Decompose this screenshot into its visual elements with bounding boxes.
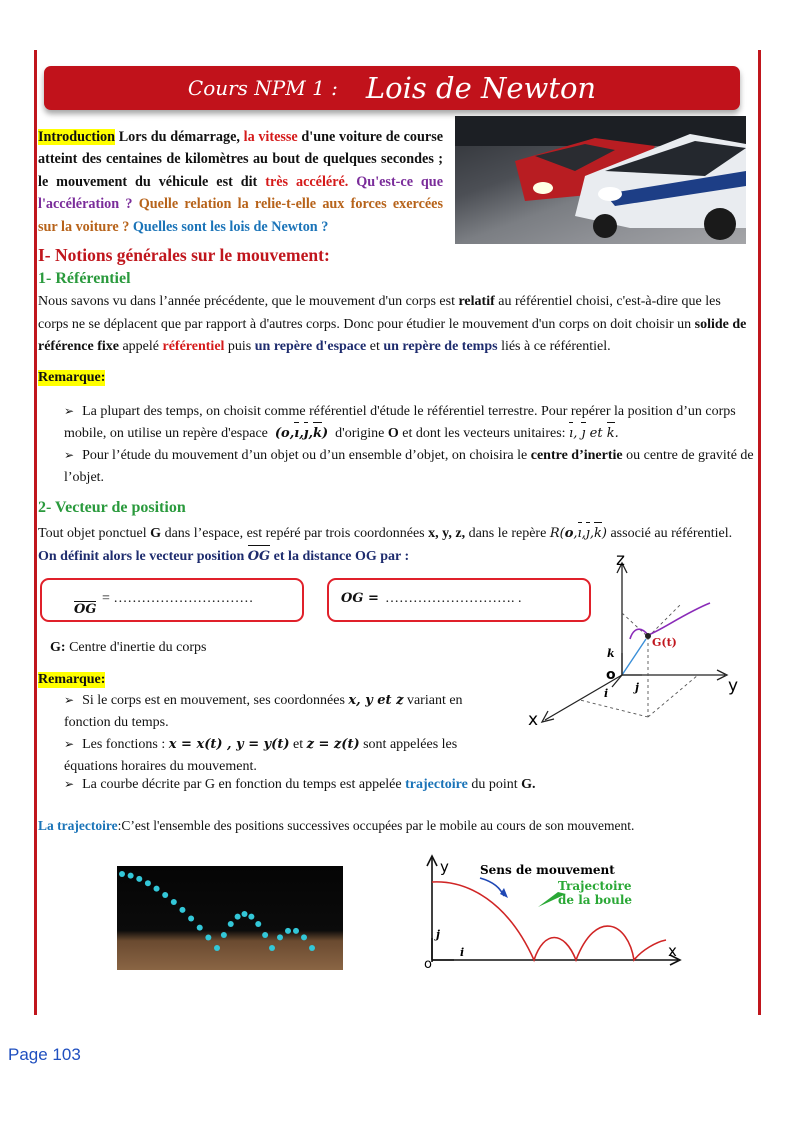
ball-snapshot (188, 915, 194, 921)
traj-i-label: i (460, 946, 465, 959)
section-heading-1: I- Notions générales sur le mouvement: (38, 245, 330, 265)
g-point-label: G(t) (652, 636, 677, 649)
ball-snapshot (171, 899, 177, 905)
ball-snapshot (179, 907, 185, 913)
ball-snapshot (228, 921, 234, 927)
ball-snapshot (248, 914, 254, 920)
traj-x-label: x (668, 942, 677, 960)
og-vector-answer-box[interactable]: OG = ………………………… (40, 578, 304, 622)
race-cars-photo (455, 116, 746, 244)
bouncing-ball-photo (117, 866, 343, 970)
coordinate-system-figure (520, 545, 750, 730)
ball-snapshot (197, 925, 203, 931)
ball-snapshot (145, 880, 151, 886)
axis-x-label: x (528, 710, 539, 730)
intro-label: Introduction (38, 129, 115, 145)
remarque-label-2: Remarque: (38, 672, 106, 687)
ball-snapshot (255, 921, 261, 927)
trajectoire-definition: La trajectoire:C’est l'ensemble des positions successives occupées par le mobile au cours de son mouvement. (38, 818, 635, 833)
intro-paragraph: Introduction Lors du démarrage, la vitesse d'une voiture de course atteint des centaines de kilomètres au bout de quelques secondes ; le mouvement du véhicule est dit très accéléré. Qu'est-ce que l'accélération ? Quelle relation la relie-t-elle aux forces exercées sur la voiture ? Quelles sont les lois de Newton ? (38, 129, 444, 235)
ball-snapshot (309, 945, 315, 951)
ball-snapshot (269, 945, 275, 951)
ball-snapshot (262, 932, 268, 938)
remarque2-bullet-3: ➢ La courbe décrite par G en fonction du temps est appelée trajectoire du point G. (64, 777, 536, 792)
ball-snapshot (205, 935, 211, 941)
traj-y-label: y (440, 858, 449, 876)
ball-snapshot (136, 876, 142, 882)
trajectoire-label-2: de la boule (558, 893, 633, 907)
ball-snapshot (235, 914, 241, 920)
right-margin-line (758, 50, 761, 1015)
referentiel-paragraph: Nous savons vu dans l’année précédente, que le mouvement d'un corps est relatif au référentiel choisi, c'est-à-dire que les corps ne se déplacent que par rapport à d'autres corps. Donc pour étudier le mouvement d'un corps on doit choisir un solide de référence fixe appelé référentiel puis un repère d'espace et un repère de temps liés à ce référentiel. (38, 294, 747, 354)
title-banner (44, 66, 740, 110)
remarque2-bullet-1: ➢ Si le corps est en mouvement, ses coordonnées x, y et z variant en fonction du temps. (64, 693, 463, 730)
ball-snapshot (277, 934, 283, 940)
remarque1-bullet-1: ➢ La plupart des temps, on choisit comme référentiel d'étude le référentiel terrestre. Pour repérer la position d’un corps mobile, on utilise un repère d'espace (o,ı,ȷ,k) d'origine O et dont les vecteurs unitaires: ı, ȷ et k. (64, 400, 754, 445)
ball-snapshot (293, 928, 299, 934)
ball-snapshot (119, 871, 125, 877)
axis-z-label: z (616, 550, 625, 570)
trajectory-diagram (418, 852, 688, 970)
ball-snapshot (285, 928, 291, 934)
page-title: Lois de Newton (365, 71, 597, 105)
traj-j-label: j (436, 928, 440, 941)
trajectoire-label-1: Trajectoire (558, 879, 632, 893)
subsection-vecteur-position: 2- Vecteur de position (38, 499, 186, 516)
remarque2-bullet-2: ➢ Les fonctions : x = x(t) , y = y(t) et z = z(t) sont appelées les équations horaires du mouvement. (64, 737, 458, 774)
axis-y-label: y (728, 676, 739, 696)
ball-snapshot (128, 873, 134, 879)
remarque1-bullet-2: ➢ Pour l’étude du mouvement d’un objet ou d’un ensemble d’objet, on choisira le centre d’inertie ou centre de gravité de l’objet. (64, 448, 754, 485)
position-paragraph: Tout objet ponctuel G dans l’espace, est repéré par trois coordonnées x, y, z, dans le repère R(o,ı,ȷ,k) associé au référentiel. On définit alors le vecteur position OG et la distance OG par : (38, 523, 738, 568)
ball-snapshot (301, 934, 307, 940)
og-distance-answer-box[interactable]: OG = ………………………. . (327, 578, 591, 622)
left-margin-line (34, 50, 37, 1015)
g-definition: G: Centre d'inertie du corps (50, 640, 207, 655)
ball-snapshot (162, 892, 168, 898)
subsection-referentiel: 1- Référentiel (38, 270, 131, 287)
ball-snapshot (214, 945, 220, 951)
ball-snapshot (242, 911, 248, 917)
i-vector-label: i (604, 687, 609, 700)
course-prefix: Cours NPM 1 : (187, 76, 338, 100)
ball-snapshot (154, 886, 160, 892)
j-vector-label: j (635, 681, 639, 694)
remarque-label-1: Remarque: (38, 370, 106, 385)
traj-origin-label: o (424, 957, 432, 970)
ball-snapshot (221, 932, 227, 938)
origin-label: o (606, 667, 616, 683)
k-vector-label: k (607, 647, 615, 660)
sens-mouvement-label: Sens de mouvement (480, 863, 615, 877)
page-number: Page 103 (8, 1045, 81, 1064)
